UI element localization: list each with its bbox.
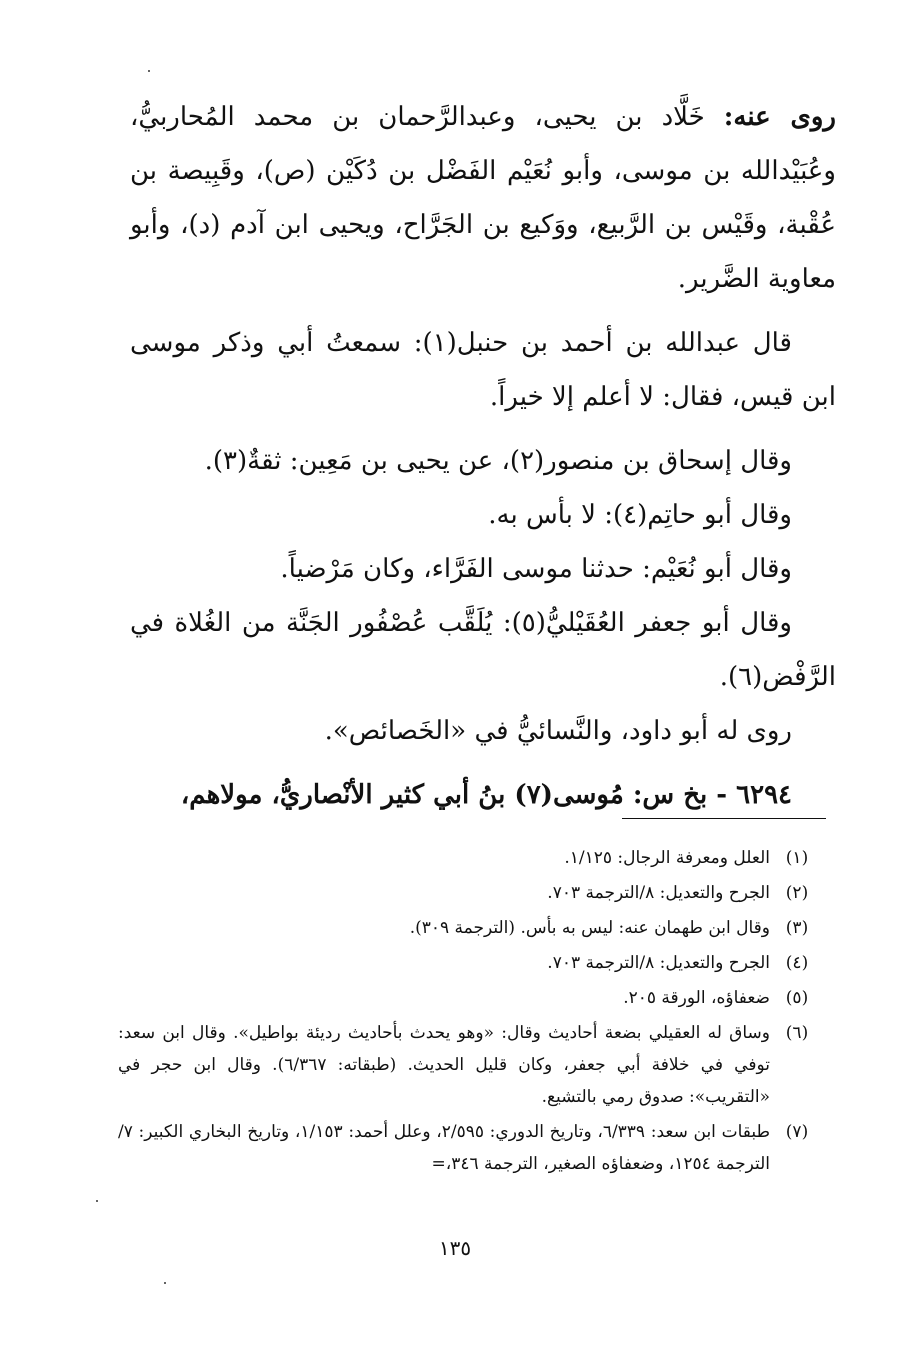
footnote-text: الجرح والتعديل: ٨/الترجمة ٧٠٣. (547, 953, 770, 973)
scan-speck (148, 70, 150, 72)
page-number: ١٣٥ (438, 1236, 472, 1260)
footnote-number: (١) (785, 848, 809, 868)
footnote-text: وقال ابن طهمان عنه: ليس به بأس. (الترجمة ٣٠٩). (409, 918, 770, 938)
footnote-number: (٢) (785, 883, 809, 903)
footnote-text: الجرح والتعديل: ٨/الترجمة ٧٠٣. (547, 883, 770, 903)
main-text (130, 90, 836, 822)
footnote-item (118, 912, 824, 944)
paragraph-abu-hatim-quote: وقال أبو حاتِم(٤): لا بأس به. (488, 500, 792, 530)
footnotes (118, 842, 824, 1183)
footnote-text: ضعفاؤه، الورقة ٢٠٥. (623, 988, 770, 1008)
entry-heading-6294: ٦٢٩٤ - بخ س: مُوسى(٧) بنُ أبي كثير الأنْصاريُّ، مولاهم، (180, 780, 792, 810)
footnote-number: (٥) (785, 988, 809, 1008)
footnote-number: (٦) (785, 1023, 809, 1043)
footnote-item (118, 982, 824, 1014)
paragraph-abdullah-quote: قال عبدالله بن أحمد بن حنبل(١): سمعتُ أبي وذكر موسى ابن قيس، فقال: لا أعلم إلا خيراً. (130, 328, 836, 412)
footnote-item (118, 947, 824, 979)
footnote-text: العلل ومعرفة الرجال: ١/١٢٥. (564, 848, 770, 868)
footnote-text: وساق له العقيلي بضعة أحاديث وقال: «وهو يحدث بأحاديث رديئة بواطيل». وقال ابن سعد: توفي في خلافة أبي جعفر، وكان قليل الحديث. (طبقاته: ٦/٣٦٧). وقال ابن حجر في «التقريب»: صدوق رمي بالتشيع. (118, 1023, 770, 1107)
footnote-separator (622, 818, 826, 819)
scan-speck (96, 1200, 98, 1202)
scan-speck (164, 1282, 166, 1284)
footnote-item (118, 1017, 824, 1113)
footnote-item (118, 842, 824, 874)
paragraph-narrated-by: روى له أبو داود، والنَّسائيُّ في «الخَصائص». (324, 716, 792, 746)
footnote-number: (٧) (785, 1122, 809, 1142)
footnote-item (118, 877, 824, 909)
paragraph-abu-nuaym-quote: وقال أبو نُعَيْم: حدثنا موسى الفَرَّاء، وكان مَرْضياً. (280, 554, 792, 584)
paragraph-uqayli-quote: وقال أبو جعفر العُقَيْليُّ(٥): يُلَقَّب عُصْفُور الجَنَّة من الغُلاة في الرَّفْض(٦). (130, 608, 836, 692)
footnote-number: (٣) (785, 918, 809, 938)
paragraph-narrators (130, 90, 836, 306)
footnote-text: طبقات ابن سعد: ٦/٣٣٩، وتاريخ الدوري: ٢/٥٩٥، وعلل أحمد: ١/١٥٣، وتاريخ البخاري الكبير: ٧/الترجمة ١٢٥٤، وضعفاؤه الصغير، الترجمة ٣٤٦،= (118, 1122, 771, 1174)
narrators-lead: روى عنه: (723, 102, 836, 132)
paragraph-ishaq-quote: وقال إسحاق بن منصور(٢)، عن يحيى بن مَعِين: ثقةٌ(٣). (204, 446, 792, 476)
footnote-item (118, 1116, 824, 1180)
footnote-number: (٤) (785, 953, 809, 973)
narrators-list: خَلَّاد بن يحيى، وعبدالرَّحمان بن محمد المُحاربيُّ، وعُبَيْدالله بن موسى، وأبو نُعَيْم الفَضْل بن دُكَيْن (ص)، وقَبِيصة بن عُقْبة، وقَيْس بن الرَّبيع، ووَكيع بن الجَرَّاح، ويحيى ابن آدم (د)، وأبو معاوية الضَّرير. (130, 102, 836, 294)
